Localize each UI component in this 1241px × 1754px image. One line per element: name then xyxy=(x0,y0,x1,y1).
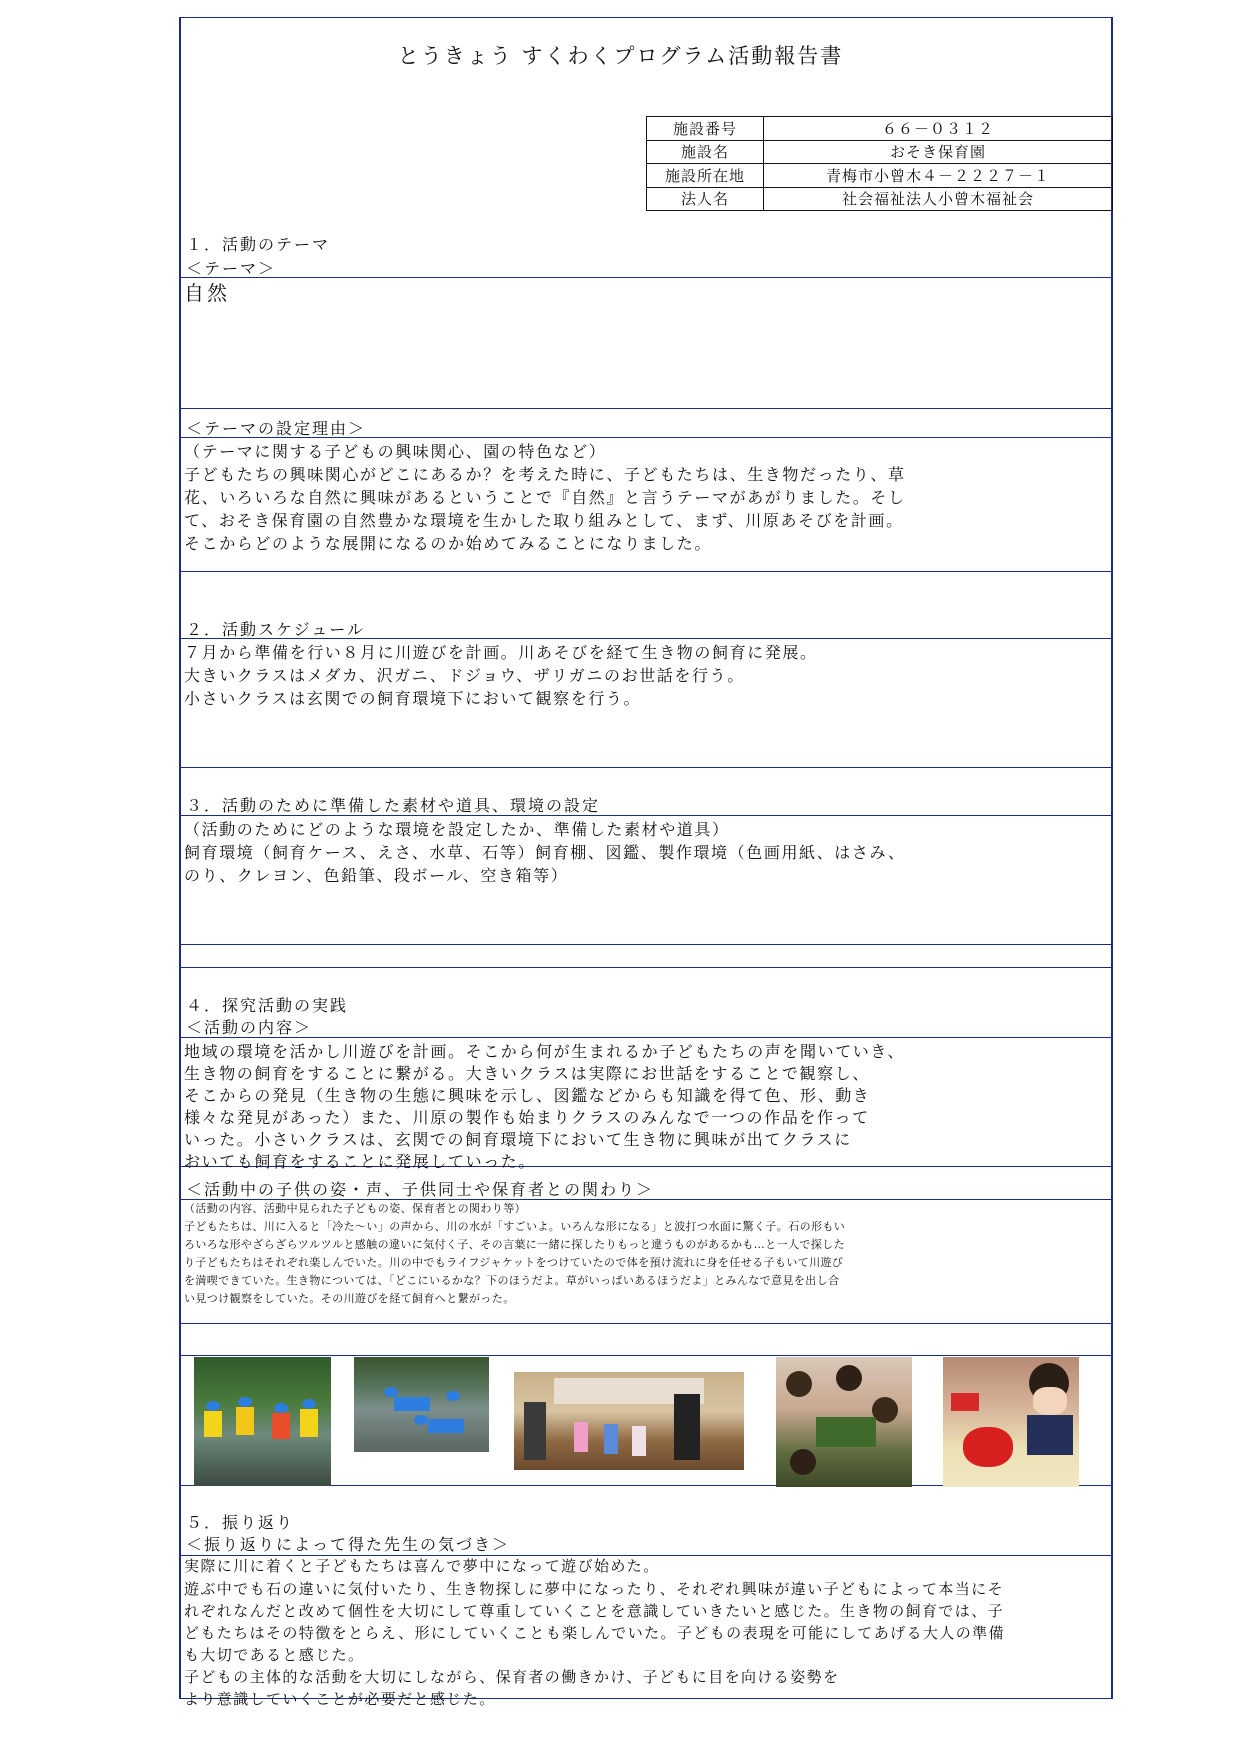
reason-heading: ＜テーマの設定理由＞ xyxy=(186,419,367,438)
reason-line: （テーマに関する子どもの興味関心、園の特色など） xyxy=(184,442,607,461)
section4-heading: ４．探究活動の実践 xyxy=(186,996,349,1015)
info-row xyxy=(647,164,1113,188)
reflection-line: も大切であると感じた。 xyxy=(184,1646,365,1664)
reflection-line: 実際に川に着くと子どもたちは喜んで夢中になって遊び始めた。 xyxy=(184,1557,660,1575)
interaction-line: （活動の内容、活動中見られた子どもの姿、保育者との関わり等） xyxy=(184,1202,526,1215)
reflection-line: 遊ぶ中でも石の違いに気付いたり、生き物探しに夢中になったり、それぞれ興味が違い子どもによって本当にそ xyxy=(184,1580,1005,1598)
reflection-line: どもたちはその特徴をとらえ、形にしていくことも楽しんでいた。子どもの表現を可能にしてあげる大人の準備 xyxy=(184,1624,1005,1642)
info-row xyxy=(647,187,1113,211)
info-value: おそき保育園 xyxy=(764,140,1113,164)
facility-info-table xyxy=(646,116,1113,211)
info-label: 施設所在地 xyxy=(647,164,764,188)
info-value: ６６－０３１２ xyxy=(764,117,1113,141)
reason-line: そこからどのような展開になるのか始めてみることになりました。 xyxy=(184,534,713,553)
activity-subheading: ＜活動の内容＞ xyxy=(186,1018,313,1037)
info-value: 社会福祉法人小曾木福祉会 xyxy=(764,187,1113,211)
interaction-line: を満喫できていた。生き物については、「どこにいるかな？下のほうだよ。草がいっぱいあるほうだよ」とみんなで意見を出し合 xyxy=(184,1274,840,1287)
info-label: 施設番号 xyxy=(647,117,764,141)
photo-children-table xyxy=(776,1357,912,1487)
interaction-line: 子どもたちは、川に入ると「冷た～い」の声から、川の水が「すごいよ。いろんな形になる」と波打つ水面に驚く子。石の形もい xyxy=(184,1220,846,1233)
activity-line: いった。小さいクラスは、玄関での飼育環境下において生き物に興味が出てクラスに xyxy=(184,1130,852,1149)
theme-text: 自然 xyxy=(184,281,230,305)
page-title: とうきょう すくわくプログラム活動報告書 xyxy=(397,44,844,68)
reason-line: て、おそき保育園の自然豊かな環境を生かした取り組みとして、まず、川原あそびを計画。 xyxy=(184,511,904,530)
schedule-line: 小さいクラスは玄関での飼育環境下において観察を行う。 xyxy=(184,689,642,708)
section2-heading: ２．活動スケジュール xyxy=(186,620,366,639)
divider xyxy=(179,967,1113,968)
section3-heading: ３．活動のために準備した素材や道具、環境の設定 xyxy=(186,796,601,815)
schedule-line: ７月から準備を行い８月に川遊びを計画。川あそびを経て生き物の飼育に発展。 xyxy=(184,643,818,662)
reflection-line: 子どもの主体的な活動を大切にしながら、保育者の働きかけ、子どもに目を向ける姿勢を xyxy=(184,1668,840,1686)
schedule-line: 大きいクラスはメダカ、沢ガニ、ドジョウ、ザリガニのお世話を行う。 xyxy=(184,666,745,685)
info-row xyxy=(647,140,1113,164)
interaction-line: り子どもたちはそれぞれ楽しんでいた。川の中でもライフジャケットをつけていたので体を預け流れに身を任せる子もいて川遊び xyxy=(184,1256,844,1269)
reflection-subheading: ＜振り返りによって得た先生の気づき＞ xyxy=(186,1535,511,1554)
materials-line: 飼育環境（飼育ケース、えさ、水草、石等）飼育棚、図鑑、製作環境（色画用紙、はさみ、 xyxy=(184,843,906,862)
info-label: 施設名 xyxy=(647,140,764,164)
activity-line: おいても飼育をすることに発展していった。 xyxy=(184,1152,537,1171)
interaction-line: い見つけ観察をしていた。その川遊びを経て飼育へと繋がった。 xyxy=(184,1292,515,1305)
activity-line: そこからの発見（生き物の生態に興味を示し、図鑑などからも知識を得て色、形、動き xyxy=(184,1086,871,1105)
interaction-subheading: ＜活動中の子供の姿・声、子供同士や保育者との関わり＞ xyxy=(186,1180,655,1199)
section1-heading: １．活動のテーマ xyxy=(186,235,331,254)
activity-line: 様々な発見があった）また、川原の製作も始まりクラスのみんなで一つの作品を作って xyxy=(184,1108,870,1127)
photo-classroom-display xyxy=(514,1372,744,1470)
reflection-line: より意識していくことが必要だと感じた。 xyxy=(184,1690,496,1708)
reflection-line: れぞれなんだと改めて個性を大切にして尊重していくことを意識していきたいと感じた。生き物の飼育では、子 xyxy=(184,1602,1005,1620)
photo-child-painting xyxy=(943,1357,1079,1487)
section5-heading: ５．振り返り xyxy=(186,1513,295,1532)
activity-line: 地域の環境を活かし川遊びを計画。そこから何が生まれるか子どもたちの声を聞いていき、 xyxy=(184,1042,905,1061)
photo-river-floating xyxy=(354,1357,489,1452)
theme-subheading: ＜テーマ＞ xyxy=(186,259,277,278)
info-label: 法人名 xyxy=(647,187,764,211)
info-row xyxy=(647,117,1113,141)
reason-line: 花、いろいろな自然に興味があるということで『自然』と言うテーマがあがりました。そし xyxy=(184,488,906,507)
materials-line: のり、クレヨン、色鉛筆、段ボール、空き箱等） xyxy=(184,866,569,885)
materials-line: （活動のためにどのような環境を設定したか、準備した素材や道具） xyxy=(184,820,730,839)
theme-box xyxy=(179,277,1113,409)
reason-line: 子どもたちの興味関心がどこにあるか？を考えた時に、子どもたちは、生き物だったり、草 xyxy=(184,465,906,484)
photo-river-children xyxy=(194,1357,331,1486)
info-value: 青梅市小曾木４－２２２７－１ xyxy=(764,164,1113,188)
activity-line: 生き物の飼育をすることに繋がる。大きいクラスは実際にお世話をすることで観察し、 xyxy=(184,1064,870,1083)
interaction-line: ろいろな形やざらざらツルツルと感触の違いに気付く子、その言葉に一緒に探したりもっと違うものがあるかも…と一人で探した xyxy=(184,1238,845,1251)
